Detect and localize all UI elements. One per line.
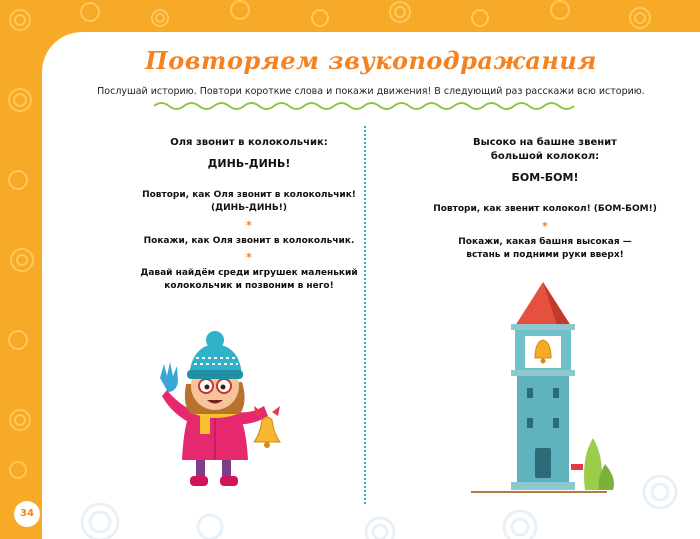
left-p2: Покажи, как Оля звонит в колокольчик. [143,235,355,246]
right-p2-line1: Покажи, какая башня высокая — [458,236,632,247]
right-p1: Повтори, как звенит колокол! (БОМ-БОМ!) [433,204,657,215]
sparkle-icon: ✶ [540,219,550,231]
left-p3-line2: колокольчик и позвоним в него! [164,280,334,291]
left-p3-line1: Давай найдём среди игрушек маленький [140,268,358,279]
right-p2-line2: встань и подними руки вверх! [466,249,624,260]
left-column [124,136,374,292]
left-p1-line1: Повтори, как Оля звонит в колокольчик! [142,190,356,201]
page-number: 34 [14,501,40,527]
right-heading-line1: Высоко на башне звенит [473,137,617,148]
right-heading-line2: большой колокол: [490,151,600,162]
bottom-pattern [0,392,700,539]
left-p1-line2: (ДИНЬ-ДИНЬ!) [211,202,287,213]
left-sound: ДИНЬ-ДИНЬ! [207,157,291,170]
page-subtitle: Послушай историю. Повтори короткие слова и покажи движения! В следующий раз расскажи всю историю. [97,86,645,97]
sparkle-icon: ✶ [244,218,254,230]
page-title: Повторяем звукоподражания [145,46,597,75]
right-sound: БОМ-БОМ! [511,171,579,184]
left-heading: Оля звонит в колокольчик: [170,137,328,148]
sparkle-icon: ✶ [244,251,254,263]
right-column [420,136,670,261]
wave-divider [154,100,584,112]
